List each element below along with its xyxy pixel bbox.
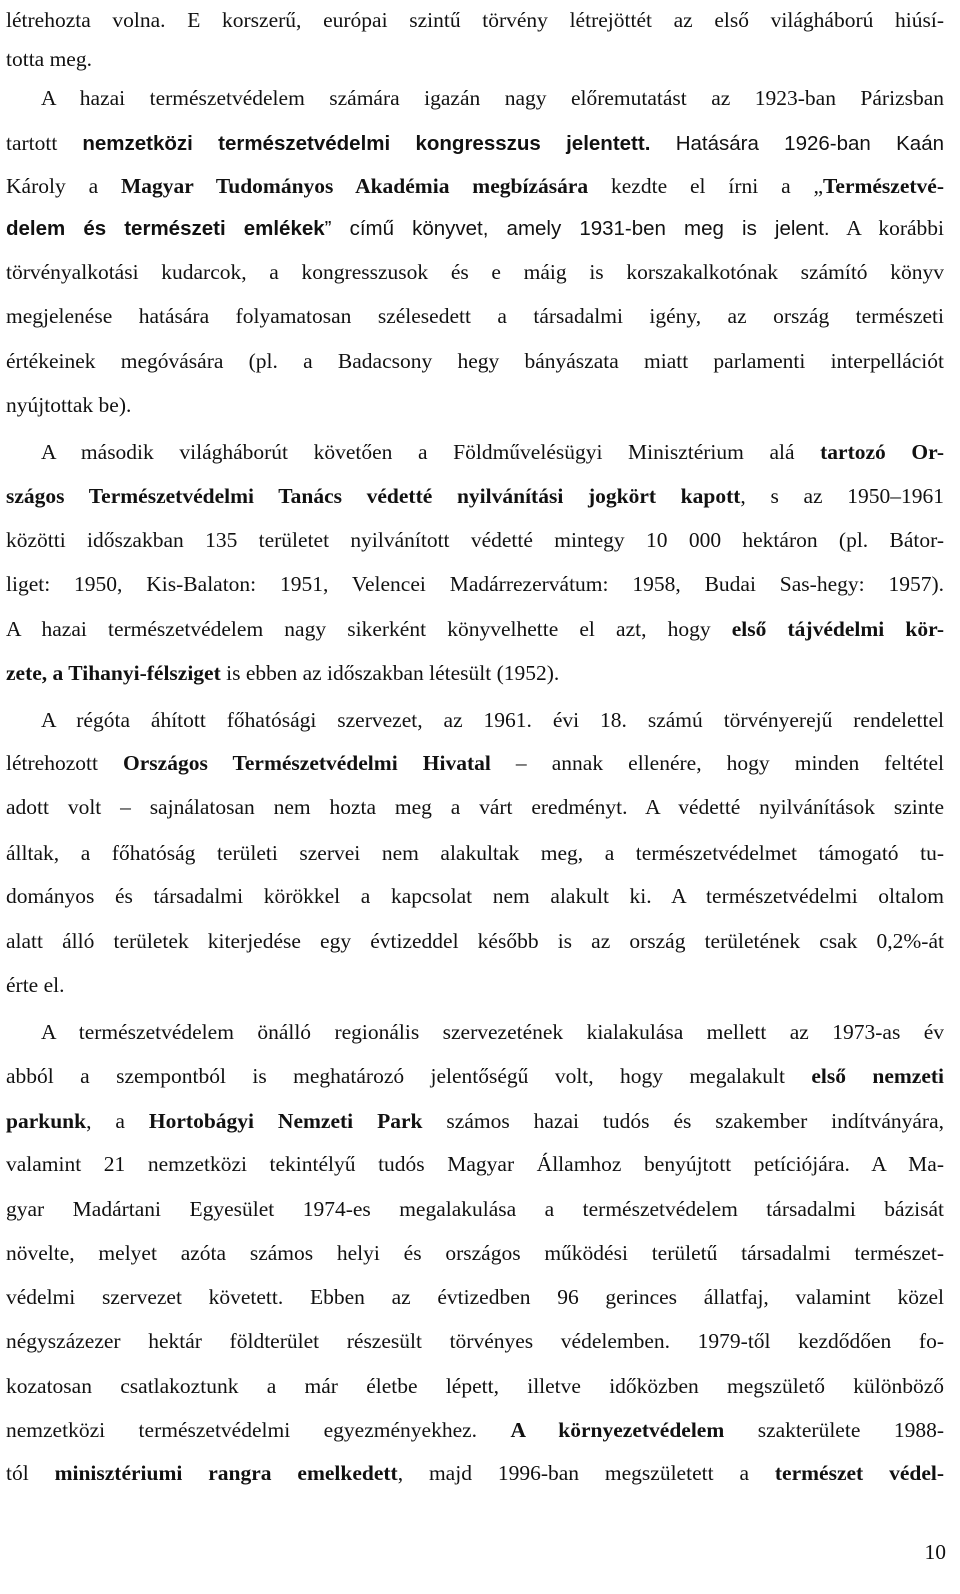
text-run: abból a szempontból is meghatározó jelentőségű volt, hogy megalakult [6, 1064, 812, 1088]
text-line [6, 609, 944, 649]
text-run: – annak ellenére, hogy minden feltétel [490, 751, 944, 775]
text-run: álltak, a főhatóság területi szervei nem alakultak meg, a természetvédelmet támogató tu- [6, 841, 944, 865]
bold-text: A környezetvédelem [510, 1418, 725, 1442]
bold-text: zete, a Tihanyi-félsziget [6, 661, 221, 685]
text-run: négyszázezer hektár földterület részesült törvényes védelemben. 1979-től kezdődően fo- [6, 1329, 944, 1353]
text-run: növelte, melyet azóta számos helyi és országos működési területű társadalmi természet- [6, 1241, 944, 1265]
bold-text: Magyar Tudományos Akadémia megbízására [120, 174, 589, 198]
text-run: adott volt – sajnálatosan nem hozta meg a várt eredményt. A védetté nyilvánítások szinte [6, 795, 944, 819]
bold-text: minisztériumi rangra emelkedett [54, 1461, 398, 1485]
bold-text: delem és természeti emlékek [6, 217, 325, 240]
text-run: valamint 21 nemzetközi tekintélyű tudós Magyar Államhoz benyújtott petíciójára. A Ma- [6, 1152, 944, 1176]
text-run: totta meg. [6, 47, 92, 71]
text-line [6, 965, 944, 1005]
text-run: ” című könyvet, amely 1931-ben meg is jelent. [324, 217, 830, 240]
text-run: közötti időszakban 135 területet nyilvánított védetté mintegy 10 000 hektáron (pl. Bátor- [6, 528, 944, 552]
text-line [6, 520, 944, 560]
text-run: létrehozta volna. E korszerű, európai szintű törvény létrejöttét az első világháború hiúsí- [6, 8, 944, 32]
text-line [6, 39, 944, 79]
bold-text: parkunk [6, 1109, 87, 1133]
bold-text: természet védel- [774, 1461, 944, 1485]
text-line [6, 1321, 944, 1361]
text-run: A régóta áhított főhatósági szervezet, az 1961. évi 18. számú törvényerejű rendelettel [41, 708, 944, 732]
text-run: alatt álló területek kiterjedése egy évtizeddel később is az ország területének csak 0,2%-át [6, 929, 944, 953]
text-run: nemzetközi természetvédelmi egyezményekhez. [6, 1418, 511, 1442]
bold-text: nemzetközi természetvédelmi kongresszus jelentett. [82, 132, 651, 155]
text-run: kezdte el írni a „ [588, 174, 824, 198]
bold-text: Országos Természetvédelmi Hivatal [123, 751, 491, 775]
text-run: érte el. [6, 973, 65, 997]
text-run: A hazai természetvédelem nagy sikerként könyvelhette el azt, hogy [6, 617, 732, 641]
bold-text: tartozó Or- [820, 440, 944, 464]
text-run: liget: 1950, Kis-Balaton: 1951, Velencei Madárrezervátum: 1958, Budai Sas-hegy: 1957). [6, 572, 944, 596]
text-line [6, 787, 944, 827]
page-number: 10 [924, 1540, 946, 1564]
text-line [6, 921, 944, 961]
text-line [6, 0, 944, 40]
text-run: létrehozott [6, 751, 124, 775]
text-run: tartott [6, 131, 83, 155]
text-line [6, 1277, 944, 1317]
text-run: , s az 1950–1961 [740, 484, 944, 508]
text-run: Károly a [6, 174, 121, 198]
text-line [6, 743, 944, 783]
text-run: törvényalkotási kudarcok, a kongresszusok és e máig is korszakalkotónak számító könyv [6, 260, 944, 284]
text-line [6, 296, 944, 336]
bold-text: szágos Természetvédelmi Tanács védetté nyilvánítási jogkört kapott [6, 484, 741, 508]
text-run: értékeinek megóvására (pl. a Badacsony hegy bányászata miatt parlamenti interpellációt [6, 349, 944, 373]
text-line [6, 432, 944, 472]
text-line [6, 1366, 944, 1406]
text-line [6, 208, 944, 248]
text-run: dományos és társadalmi körökkel a kapcsolat nem alakult ki. A természetvédelmi oltalom [6, 884, 944, 908]
text-line [6, 700, 944, 740]
text-run: , a [86, 1109, 149, 1133]
text-run: Hatására 1926-ban Kaán [650, 132, 944, 155]
bold-text: Természetvé- [823, 174, 945, 198]
text-line [6, 653, 944, 693]
text-line [6, 1101, 944, 1141]
text-run: megjelenése hatására folyamatosan szélesedett a társadalmi igény, az ország természeti [6, 304, 944, 328]
text-line [6, 1453, 944, 1493]
text-run: , majd 1996-ban megszületett a [397, 1461, 775, 1485]
text-run: szakterülete 1988- [724, 1418, 944, 1442]
text-line [6, 123, 944, 163]
text-line [6, 1189, 944, 1229]
text-run: A korábbi [829, 216, 944, 240]
text-line [6, 166, 944, 206]
text-run: A hazai természetvédelem számára igazán nagy előremutatást az 1923-ban Párizsban [41, 86, 944, 110]
bold-text: első nemzeti [811, 1064, 944, 1088]
text-line [6, 1144, 944, 1184]
text-line [6, 341, 944, 381]
text-line [6, 833, 944, 873]
text-line [6, 1233, 944, 1273]
text-run: kozatosan csatlakoztunk a már életbe lépett, illetve időközben megszülető különböző [6, 1374, 944, 1398]
text-line [6, 78, 944, 118]
text-line [6, 385, 944, 425]
text-line [6, 252, 944, 292]
bold-text: Hortobágyi Nemzeti Park [148, 1109, 423, 1133]
text-run: is ebben az időszakban létesült (1952). [220, 661, 560, 685]
text-run: védelmi szervezet követett. Ebben az évtizedben 96 gerinces állatfaj, valamint közel [6, 1285, 944, 1309]
text-line [6, 1410, 944, 1450]
text-run: A természetvédelem önálló regionális szervezetének kialakulása mellett az 1973-as év [41, 1020, 944, 1044]
bold-text: első tájvédelmi kör- [731, 617, 944, 641]
text-line [6, 564, 944, 604]
text-run: tól [6, 1461, 55, 1485]
text-line [6, 1012, 944, 1052]
text-line [6, 876, 944, 916]
text-run: számos hazai tudós és szakember indítványára, [422, 1109, 945, 1133]
text-line [6, 476, 944, 516]
text-run: gyar Madártani Egyesület 1974-es megalakulása a természetvédelem társadalmi bázisát [6, 1197, 944, 1221]
text-run: A második világháborút követően a Földművelésügyi Minisztérium alá [41, 440, 821, 464]
text-line [6, 1056, 944, 1096]
text-run: nyújtottak be). [6, 393, 132, 417]
